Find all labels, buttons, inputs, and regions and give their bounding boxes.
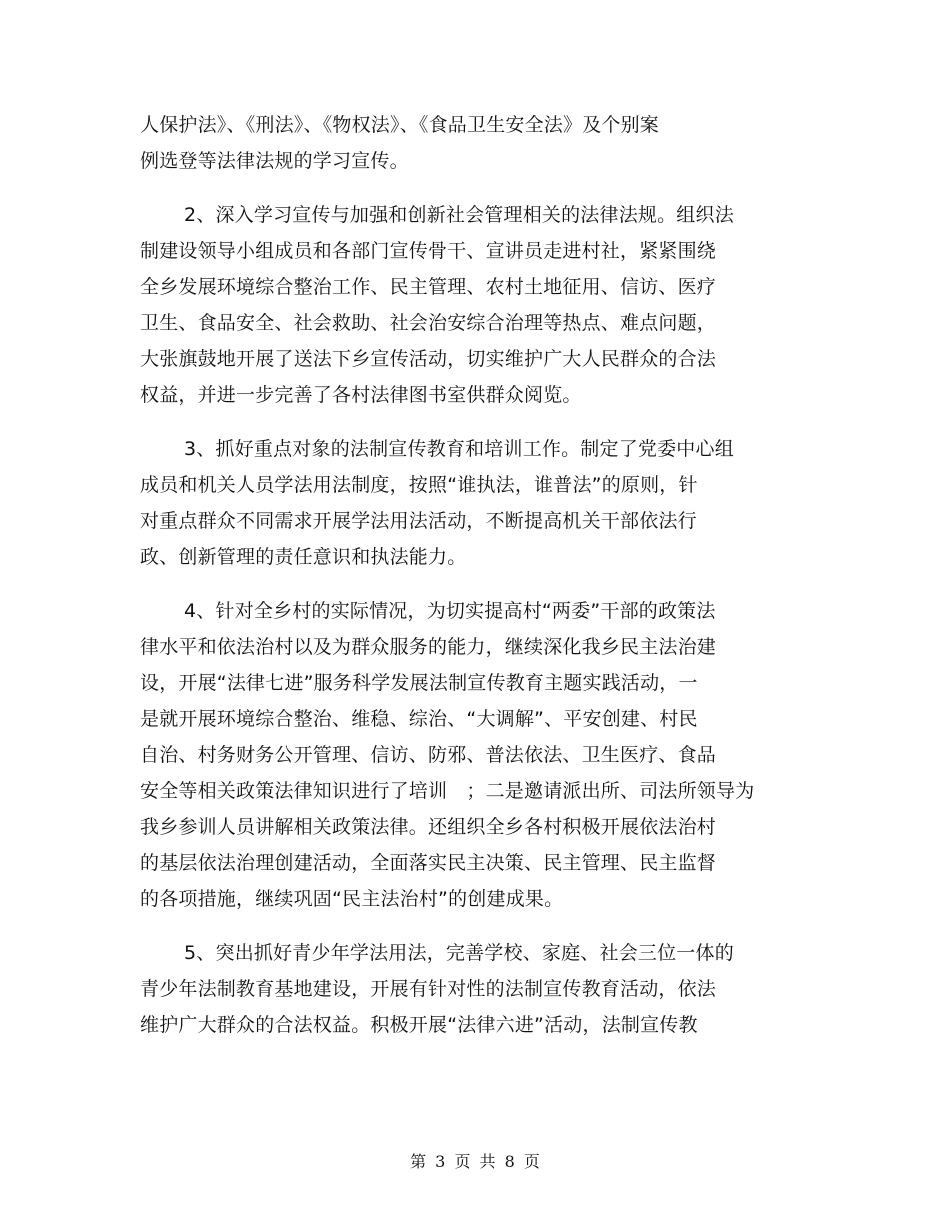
text-line: 对重点群众不同需求开展学法用法活动，不断提高机关干部依法行: [140, 510, 697, 532]
text-line: 律水平和依法治村以及为群众服务的能力，继续深化我乡民主法治建: [140, 636, 717, 658]
text-line: 权益，并进一步完善了各村法律图书室供群众阅览。: [140, 384, 582, 406]
text-line: 是就开展环境综合整治、维稳、综治、“大调解”、平安创建、村民: [140, 708, 698, 730]
page-number-footer: 第 3 页 共 8 页: [410, 1152, 540, 1171]
text-line: 制建设领导小组成员和各部门宣传骨干、宣讲员走进村社，紧紧围绕: [140, 240, 717, 262]
text-line: 设，开展“法律七进”服务科学发展法制宣传教育主题实践活动，一: [140, 672, 698, 694]
paragraph-start-line: 2、深入学习宣传与加强和创新社会管理相关的法律法规。组织法: [184, 204, 734, 226]
text-line: 维护广大群众的合法权益。积极开展“法律六进”活动，法制宣传教: [140, 1014, 698, 1036]
text-line: 青少年法制教育基地建设，开展有针对性的法制宣传教育活动，依法: [140, 978, 717, 1000]
text-line: 成员和机关人员学法用法制度，按照“谁执法，谁普法”的原则，针: [140, 474, 698, 496]
paragraph-start-line: 4、针对全乡村的实际情况，为切实提高村“两委”干部的政策法: [184, 600, 716, 622]
text-line: 的基层依法治理创建活动，全面落实民主决策、民主管理、民主监督: [140, 852, 717, 874]
text-line: 卫生、食品安全、社会救助、社会治安综合治理等热点、难点问题，: [140, 312, 717, 334]
text-line: 的各项措施，继续巩固“民主法治村”的创建成果。: [140, 888, 564, 910]
text-line: 自治、村务财务公开管理、信访、防邪、普法依法、卫生医疗、食品: [140, 744, 717, 766]
paragraph-start-line: 3、抓好重点对象的法制宣传教育和培训工作。制定了党委中心组: [184, 438, 734, 460]
text-line: 大张旗鼓地开展了送法下乡宣传活动，切实维护广大人民群众的合法: [140, 348, 717, 370]
text-line: 例选登等法律法规的学习宣传。: [140, 150, 409, 172]
text-line: 人保护法》、《刑法》、《物权法》、《食品卫生安全法》及个别案: [140, 114, 660, 136]
text-line: 安全等相关政策法律知识进行了培训 ；二是邀请派出所、司法所领导为: [140, 780, 755, 802]
text-line: 我乡参训人员讲解相关政策法律。还组织全乡各村积极开展依法治村: [140, 816, 717, 838]
paragraph-start-line: 5、突出抓好青少年学法用法，完善学校、家庭、社会三位一体的: [184, 942, 734, 964]
text-line: 政、创新管理的责任意识和执法能力。: [140, 546, 467, 568]
text-line: 全乡发展环境综合整治工作、民主管理、农村土地征用、信访、医疗: [140, 276, 717, 298]
